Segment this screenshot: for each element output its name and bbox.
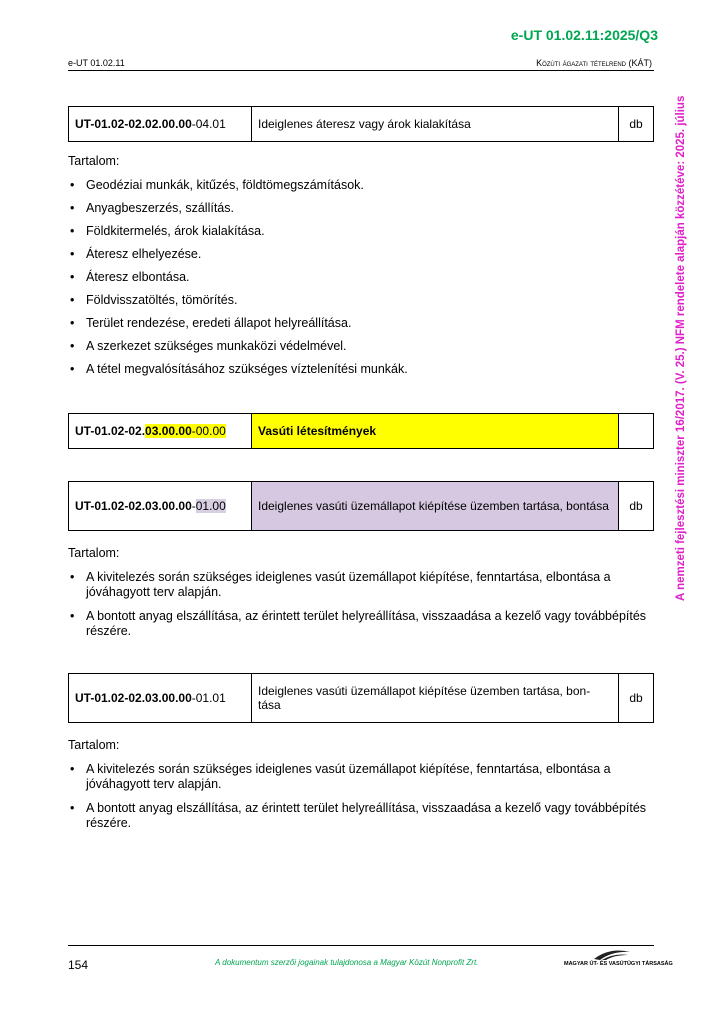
logo-text: MAGYAR ÚT- ÉS VASÚTÜGYI TÁRSASÁG	[564, 961, 673, 967]
item-description: Ideiglenes áteresz vagy árok kialakítása	[252, 107, 619, 142]
list-item: • Földkitermelés, árok kialakítása.	[68, 224, 648, 239]
list-item: • Földvisszatöltés, tömörítés.	[68, 293, 648, 308]
content-list-2	[68, 570, 648, 639]
document-id: e-UT 01.02.11:2025/Q3	[510, 27, 658, 43]
header-left-text: e-UT 01.02.11	[68, 58, 125, 68]
list-item: • A tétel megvalósításához szükséges víztelenítési munkák.	[68, 362, 648, 377]
list-item: • A bontott anyag elszállítása, az érintett terület helyreállítása, visszaadása a kezelő vagy továbbépítés részére.	[68, 609, 648, 639]
item-table-4	[68, 673, 654, 723]
item-table-3	[68, 481, 654, 531]
item-unit: db	[619, 482, 654, 531]
item-unit: db	[619, 674, 654, 723]
item-table-2	[68, 413, 654, 449]
item-code: UT-01.02-02.02.00.00-04.01	[69, 107, 252, 142]
list-item: • A kivitelezés során szükséges ideiglenes vasút üzemállapot kiépítése, fenntartása, elbontása a jóváhagyott terv alapján.	[68, 570, 648, 600]
list-item: • Geodéziai munkák, kitűzés, földtömegszámítások.	[68, 178, 648, 193]
list-item: • Anyagbeszerzés, szállítás.	[68, 201, 648, 216]
publication-side-note: A nemzeti fejlesztési miniszter 16/2017. (V. 25.) NFM rendelete alapján közzétéve: 2025. július	[675, 96, 687, 602]
copyright-notice: A dokumentum szerzői jogainak tulajdonosa a Magyar Közút Nonprofit Zrt.	[215, 958, 479, 967]
item-code: UT-01.02-02.03.00.00-00.00	[69, 414, 252, 449]
item-unit: db	[619, 107, 654, 142]
content-label: Tartalom:	[68, 546, 120, 560]
item-unit	[619, 414, 654, 449]
item-description: Vasúti létesítmények	[252, 414, 619, 449]
content-label: Tartalom:	[68, 738, 120, 752]
list-item: • Áteresz elhelyezése.	[68, 247, 648, 262]
list-item: • A bontott anyag elszállítása, az érintett terület helyreállítása, visszaadása a kezelő vagy továbbépítés részére.	[68, 801, 648, 831]
item-description: Ideiglenes vasúti üzemállapot kiépítése üzemben tartása, bontása	[252, 482, 619, 531]
list-item: • Áteresz elbontása.	[68, 270, 648, 285]
content-label: Tartalom:	[68, 154, 120, 168]
item-code: UT-01.02-02.03.00.00-01.01	[69, 674, 252, 723]
item-code: UT-01.02-02.03.00.00-01.00	[69, 482, 252, 531]
society-logo	[564, 949, 673, 971]
item-description: Ideiglenes vasúti üzemállapot kiépítése üzemben tartása, bon-tása	[252, 674, 619, 723]
footer-divider	[68, 945, 654, 946]
content-list-3	[68, 762, 648, 831]
logo-swoosh-icon	[592, 949, 632, 961]
header-right-text: Közúti ágazati tételrend (KÁT)	[536, 58, 652, 68]
list-item: • A kivitelezés során szükséges ideiglenes vasút üzemállapot kiépítése, fenntartása, elbontása a jóváhagyott terv alapján.	[68, 762, 648, 792]
list-item: • Terület rendezése, eredeti állapot helyreállítása.	[68, 316, 648, 331]
page-number: 154	[68, 958, 89, 972]
content-list-1	[68, 178, 648, 377]
item-table-1	[68, 106, 654, 142]
list-item: • A szerkezet szükséges munkaközi védelmével.	[68, 339, 648, 354]
header-divider	[68, 70, 654, 71]
